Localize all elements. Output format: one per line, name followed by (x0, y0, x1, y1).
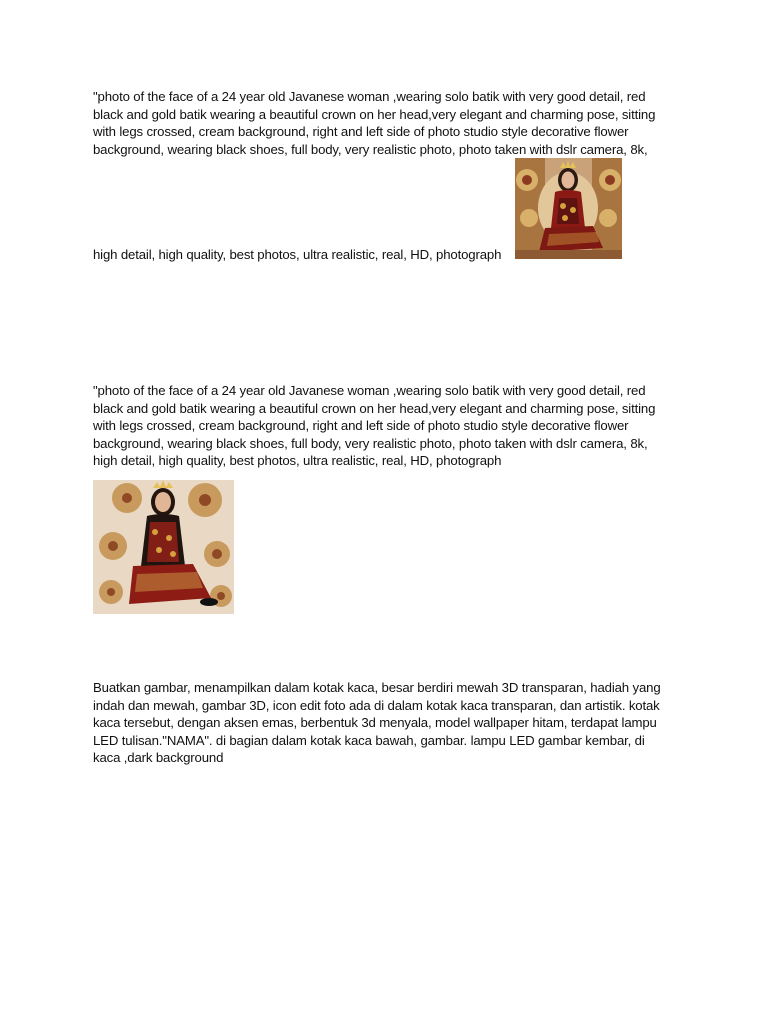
prompt-paragraph-1-continuation: high detail, high quality, best photos, ultra realistic, real, HD, photograph (93, 247, 502, 262)
prompt-paragraph-3: Buatkan gambar, menampilkan dalam kotak kaca, besar berdiri mewah 3D transparan, hadiah yang indah dan mewah, gambar 3D, icon edit foto ada di dalam kotak kaca transparan, dan artistik. kotak kaca tersebut, dengan aksen emas, berbentuk 3d menyala, model wallpaper hitam, terdapat lampu LED tulisan."NAMA". di bagian dalam kotak kaca bawah, gambar. lampu LED gambar kembar, di kaca ,dark background (93, 680, 661, 765)
prompt-paragraph-1: "photo of the face of a 24 year old Javanese woman ,wearing solo batik with very good detail, red black and gold batik wearing a beautiful crown on her head,very elegant and charming pose, sitting with legs crossed, cream background, right and left side of photo studio style decorative flower background, wearing black shoes, full body, very realistic photo, photo taken with dslr camera, 8k, (93, 89, 656, 157)
prompt-paragraph-2: "photo of the face of a 24 year old Javanese woman ,wearing solo batik with very good detail, red black and gold batik wearing a beautiful crown on her head,very elegant and charming pose, sitting with legs crossed, cream background, right and left side of photo studio style decorative flower background, wearing black shoes, full body, very realistic photo, photo taken with dslr camera, 8k, high detail, high quality, best photos, ultra realistic, real, HD, photograph (93, 383, 656, 468)
batik-woman-photo-1 (515, 158, 622, 259)
batik-woman-photo-2 (93, 480, 234, 614)
